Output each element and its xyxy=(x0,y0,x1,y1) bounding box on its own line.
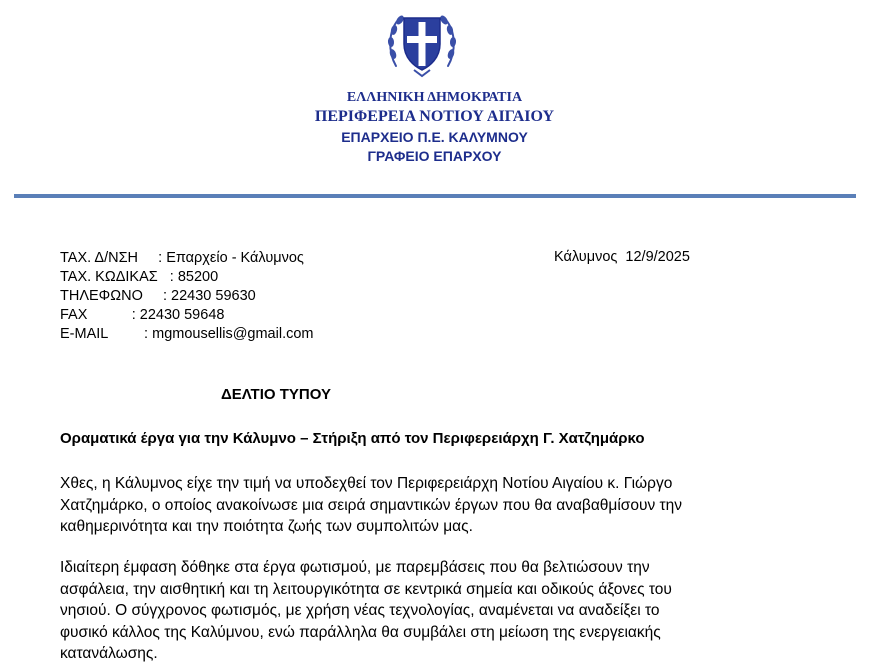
header-region: ΠΕΡΙΦΕΡΕΙΑ ΝΟΤΙΟΥ ΑΙΓΑΙΟΥ xyxy=(314,108,555,125)
header-governor-office: ΓΡΑΦΕΙΟ ΕΠΑΡΧΟΥ xyxy=(367,148,502,164)
press-release-subject: Οραματικά έργα για την Κάλυμνο – Στήριξη από τον Περιφερειάρχη Γ. Χατζημάρκο xyxy=(60,430,645,447)
paragraph-2 xyxy=(60,557,820,665)
paragraph-line: Χατζημάρκο, ο οποίος ανακοίνωσε μια σειρά σημαντικών έργων που θα αναβαθμίσουν την xyxy=(60,496,682,514)
header-prefecture-office: ΕΠΑΡΧΕΙΟ Π.Ε. ΚΑΛΥΜΝΟΥ xyxy=(341,129,528,145)
contact-fax: FAX : 22430 59648 xyxy=(60,307,225,323)
document-date: Κάλυμνος 12/9/2025 xyxy=(554,249,690,265)
greek-coat-of-arms-emblem xyxy=(386,8,458,80)
paragraph-line: ασφάλεια, την αισθητική και τη λειτουργικότητα σε κεντρικά σημεία και οδικούς άξονες του xyxy=(60,580,672,598)
paragraph-line: Χθες, η Κάλυμνος είχε την τιμή να υποδεχθεί τον Περιφερειάρχη Νοτίου Αιγαίου κ. Γιώργο xyxy=(60,475,673,492)
contact-email: E-MAIL : mgmousellis@gmail.com xyxy=(60,326,314,342)
contact-postal-code: ΤΑΧ. ΚΩΔΙΚΑΣ : 85200 xyxy=(60,269,219,285)
paragraph-line: φυσικό κάλλος της Καλύμνου, ενώ παράλληλα θα συμβάλει στη μείωση της ενεργειακής xyxy=(60,623,661,641)
paragraph-line: Ιδιαίτερη έμφαση δόθηκε στα έργα φωτισμού, με παρεμβάσεις που θα βελτιώσουν την xyxy=(60,559,650,576)
contact-address: ΤΑΧ. Δ/ΝΣΗ : Επαρχείο - Κάλυμνος xyxy=(60,250,304,266)
header-divider xyxy=(14,194,856,198)
contact-phone: ΤΗΛΕΦΩΝΟ : 22430 59630 xyxy=(60,288,256,304)
paragraph-line: καθημερινότητα και την ποιότητα ζωής των συμπολιτών μας. xyxy=(60,518,473,535)
paragraph-1 xyxy=(60,473,820,538)
paragraph-line: κατανάλωσης. xyxy=(60,645,158,662)
header-country: ΕΛΛΗΝΙΚΗ ΔΗΜΟΚΡΑΤΙΑ xyxy=(346,90,523,105)
paragraph-line: νησιού. Ο σύγχρονος φωτισμός, με χρήση νέας τεχνολογίας, αναμένεται να αναδείξει το xyxy=(60,602,660,619)
press-release-title: ΔΕΛΤΙΟ ΤΥΠΟΥ xyxy=(221,386,331,403)
